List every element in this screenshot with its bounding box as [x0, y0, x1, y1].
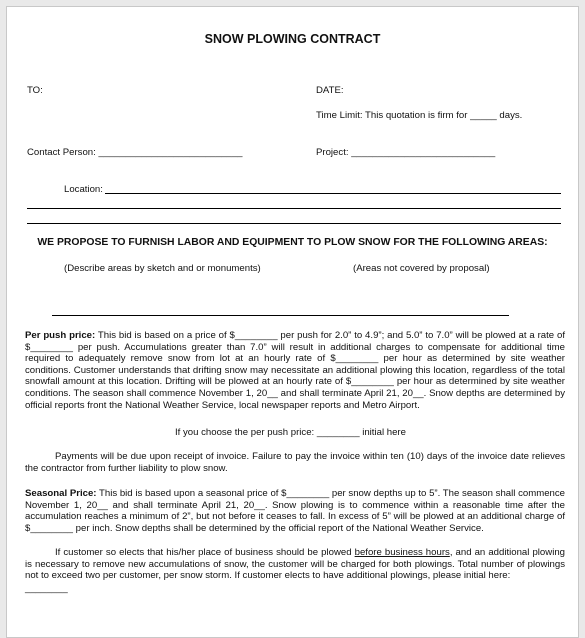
- per-push-section: [25, 330, 565, 411]
- areas-not-covered-label: (Areas not covered by proposal): [353, 263, 490, 274]
- contract-page: [6, 6, 579, 638]
- payment-section: [25, 451, 565, 474]
- date-label: DATE:: [316, 85, 344, 96]
- business-hours-underlined: before business hours: [354, 547, 450, 558]
- areas-line: [52, 315, 509, 316]
- business-hours-pre: If customer so elects that his/her place of business should be plowed: [55, 547, 355, 558]
- time-limit-field: Time Limit: This quotation is firm for _____ days.: [316, 110, 523, 121]
- final-initial-blank: ________: [25, 583, 68, 594]
- blank-line: [27, 208, 561, 209]
- seasonal-section: [25, 488, 565, 534]
- location-label: Location:: [64, 184, 103, 195]
- location-line: [105, 193, 561, 194]
- describe-areas-label: (Describe areas by sketch and or monuments): [64, 263, 261, 274]
- payment-text: Payments will be due upon receipt of invoice. Failure to pay the invoice within ten (10) days of the invoice date relieves the contractor from further liability to plow snow.: [25, 451, 565, 474]
- per-push-initial-field: If you choose the per push price: ________ initial here: [175, 427, 406, 438]
- page-title: SNOW PLOWING CONTRACT: [204, 32, 381, 46]
- business-hours-section: [25, 547, 565, 582]
- blank-line: [27, 223, 561, 224]
- to-label: TO:: [27, 85, 43, 96]
- per-push-heading: Per push price:: [25, 330, 96, 341]
- per-push-text: This bid is based on a price of $________ per push for 2.0” to 4.9”; and 5.0” to 7.0” will be plowed at a rate of $________ per push. Accumulations greater than 7.0” will result in additional charges to compensate for additional time required to adequately remove snow from lot at an hourly rate of $________ per hour as determined by site weather conditions. Customer understands that drifting snow may necessitate an additional plowing this location, regardless of the total snowfall amount at this location. Drifting will be plowed at an hourly rate of $________ per hour as determined by site weather conditions. The season shall commence November 1, 20__ and shall terminate April 21, 20__. Snow depths are determined by official reports front the National Weather Service, local newspaper reports and Metro Airport.: [25, 330, 565, 411]
- business-hours-post: , and an additional plowing is necessary to remove new accumulations of snow, the customer will be charged for both plowings. Total number of plowings not to exceed two per customer, per snow storm. If customer elects to have additional plowings, please initial here:: [25, 547, 565, 582]
- project-field: Project: ___________________________: [316, 147, 496, 158]
- proposal-heading: WE PROPOSE TO FURNISH LABOR AND EQUIPMENT TO PLOW SNOW FOR THE FOLLOWING AREAS:: [37, 237, 548, 248]
- seasonal-heading: Seasonal Price:: [25, 488, 97, 499]
- seasonal-text: This bid is based upon a seasonal price of $________ per snow depths up to 5”. The season shall commence November 1, 20__ and shall terminate April 21, 20__. Snow plowing is to commence within a reasonable time after the accumulation reaches a minimum of 2”, but not before it ceases to fall. In excess of 5” will be plowed at an additional charge of $________ per inch. Snow depths shall be determined by the official report of the National Weather Service.: [25, 488, 566, 534]
- contact-person-field: Contact Person: ___________________________: [27, 147, 243, 158]
